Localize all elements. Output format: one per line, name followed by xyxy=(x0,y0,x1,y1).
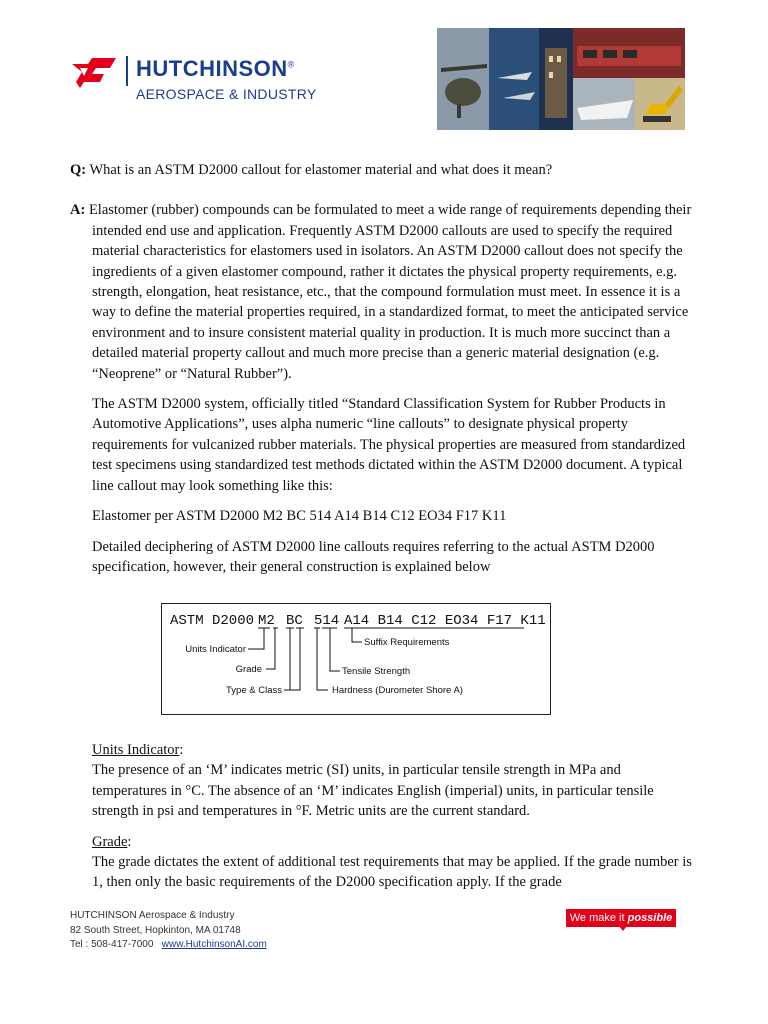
page-footer xyxy=(70,909,267,953)
division-name: AEROSPACE & INDUSTRY xyxy=(136,86,317,102)
label-tensile-strength: Tensile Strength xyxy=(342,666,411,677)
hutchinson-logo-icon xyxy=(70,56,118,90)
company-logo xyxy=(70,52,360,108)
callout-diagram xyxy=(161,603,551,715)
document-body xyxy=(70,160,695,587)
units-indicator-heading: Units Indicator xyxy=(92,742,180,758)
industry-photo-banner xyxy=(437,28,685,130)
grade-text: The grade dictates the extent of additional test requirements that may be applied. If the grade number is 1, then only the basic requirements of the D2000 specification apply. If the grade xyxy=(92,854,692,891)
question: Q: What is an ASTM D2000 callout for elastomer material and what does it mean? xyxy=(70,162,553,178)
answer-paragraph-3: Detailed deciphering of ASTM D2000 line callouts requires referring to the actual ASTM D2000 specification, however, their general construction is explained below xyxy=(92,538,655,575)
label-units-indicator: Units Indicator xyxy=(185,644,246,655)
diagram-suffix: A14 B14 C12 EO34 F17 K11 xyxy=(344,613,546,629)
diagram-units: M2 xyxy=(258,613,275,629)
units-indicator-text: The presence of an ‘M’ indicates metric (SI) units, in particular tensile strength in MPa and temperatures in °C. The absence of an ‘M’ indicates English (imperial) units, in particular tensile strength in psi and temperatures in °F. Metric units are the current standard. xyxy=(92,762,654,820)
diagram-prefix: ASTM D2000 xyxy=(170,613,255,629)
grade-section: Grade: The grade dictates the extent of additional test requirements that may be applied. If the grade number is 1, then only the basic requirements of the D2000 specification apply. If the grade xyxy=(92,833,692,891)
company-name: HUTCHINSON® xyxy=(136,56,295,81)
units-indicator-section: Units Indicator: The presence of an ‘M’ indicates metric (SI) units, in particular tensile strength in MPa and temperatures in °C. The absence of an ‘M’ indicates English (imperial) units, in particular tensile strength in psi and temperatures in °F. Metric units are the current standard. xyxy=(92,742,654,820)
answer-paragraph-2: The ASTM D2000 system, officially titled “Standard Classification System for Rubber Products in Automotive Applications”, uses alpha numeric “line callouts” to designate physical property requirements for vulcanized rubber materials. The physical properties are measured from standardized test specimens using standardized test methods dictated within the ASTM D2000 document. A typical line callout may look something like this: xyxy=(92,396,686,494)
diagram-grade-class: BC xyxy=(286,613,303,629)
footer-contact xyxy=(70,938,267,953)
footer-website-link[interactable]: www.HutchinsonAI.com xyxy=(161,939,267,950)
document-sections xyxy=(70,740,695,903)
diagram-hardness-tensile: 514 xyxy=(314,613,340,629)
answer-paragraph-1: A: Elastomer (rubber) compounds can be formulated to meet a wide range of requirements depending their intended end use and application. Frequently ASTM D2000 callouts are used to specify the required material characteristics for elastomers used in isolators. An ASTM D2000 callout does not specify the ingredients of a given elastomer compound, rather it dictates the physical property requirements, e.g. strength, elongation, heat resistance, etc., that the compound formulation must meet. In essence it is a way to define the material properties required, in a standardized format, to meet the anticipated service environment and to insure consistent material quality in production. It is much more succinct than a detailed material property callout and much more precise than a generic material designation (e.g. “Neoprene” or “Natural Rubber”). xyxy=(70,202,692,382)
tagline-badge: We make it possible xyxy=(566,909,676,927)
logo-divider xyxy=(126,56,128,86)
footer-phone: Tel : 508-417-7000 xyxy=(70,939,154,950)
label-suffix-requirements: Suffix Requirements xyxy=(364,637,450,648)
footer-company: HUTCHINSON Aerospace & Industry xyxy=(70,910,235,921)
tagline-pointer xyxy=(619,926,627,931)
grade-heading: Grade xyxy=(92,833,128,850)
footer-address: 82 South Street, Hopkinton, MA 01748 xyxy=(70,924,241,936)
label-type-class: Type & Class xyxy=(226,685,282,696)
label-hardness: Hardness (Durometer Shore A) xyxy=(332,685,463,696)
label-grade: Grade xyxy=(235,664,262,675)
example-callout: Elastomer per ASTM D2000 M2 BC 514 A14 B14 C12 EO34 F17 K11 xyxy=(92,508,507,525)
